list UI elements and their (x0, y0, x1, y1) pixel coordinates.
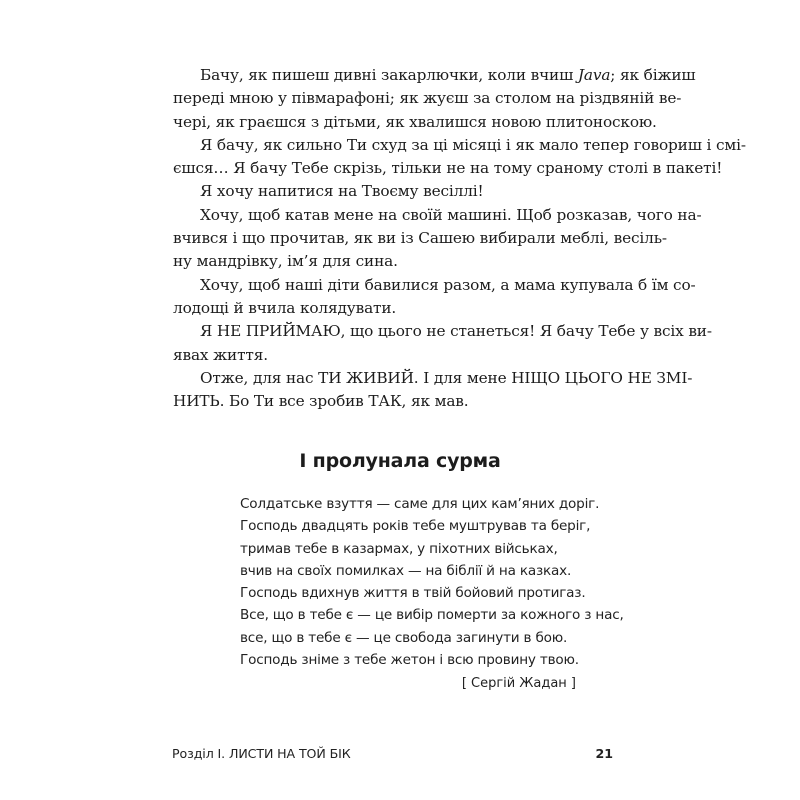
poem-line: тримав тебе в казармах, у піхотних військах, (240, 540, 558, 557)
text-line: Я НЕ ПРИЙМАЮ, що цього не станеться! Я бачу Тебе у всіх ви- (200, 322, 712, 341)
poem-line: Господь зніме з тебе жетон і всю провину твою. (240, 652, 579, 669)
page-number: 21 (595, 746, 613, 761)
text-line: вчився і що прочитав, як ви із Сашею вибирали меблі, весіль- (173, 229, 667, 248)
text-line: Хочу, щоб наші діти бавилися разом, а мама купувала б їм со- (200, 275, 696, 294)
text-line: єшся… Я бачу Тебе скрізь, тільки не на тому сраному столі в пакеті! (173, 159, 723, 178)
poem-line: Господь вдихнув життя в твій бойовий протигаз. (240, 585, 586, 602)
paragraph (173, 320, 712, 367)
poem-line: вчив на своїх помилках — на біблії й на казках. (240, 562, 572, 579)
poem-line: Все, що в тебе є — це вибір померти за кожного з нас, (240, 607, 624, 624)
text-line: ну мандрівку, ім’я для сина. (173, 252, 398, 271)
text-line: явах життя. (173, 345, 268, 364)
text-line: переді мною у півмарафоні; як жуєш за столом на різдвяній ве- (173, 89, 682, 108)
letter-text (173, 64, 746, 413)
text-line: Отже, для нас ТИ ЖИВИЙ. І для мене НІЩО ЦЬОГО НЕ ЗМІ- (200, 368, 693, 387)
poem-attribution: [ Сергій Жадан ] (461, 676, 576, 691)
text-line: лодощі й вчила колядувати. (173, 298, 397, 317)
italic-word: Java (577, 66, 611, 84)
paragraph (173, 204, 702, 274)
text-line: Я хочу напитися на Твоєму весіллі! (200, 182, 484, 201)
paragraph (173, 274, 696, 321)
paragraph (173, 64, 696, 134)
poem-line: все, що в тебе є — це свобода загинути в бою. (240, 629, 568, 646)
poem-line: Господь двадцять років тебе муштрував та беріг, (240, 518, 591, 535)
text-line: Я бачу, як сильно Ти схуд за ці місяці і як мало тепер говориш і смі- (200, 135, 746, 154)
poem-line: Солдатське взуття — саме для цих кам’яних доріг. (240, 496, 600, 512)
poem-title: І пролунала сурма (299, 450, 501, 472)
text-line: НИТЬ. Бо Ти все зробив ТАК, як мав. (173, 392, 469, 411)
poem-body (240, 493, 624, 671)
text-line: чері, як граєшся з дітьми, як хвалишся новою плитоноскою. (173, 112, 657, 131)
paragraph (173, 180, 618, 203)
paragraph (173, 367, 693, 414)
paragraph (173, 134, 746, 181)
text-line: Хочу, щоб катав мене на своїй машині. Щоб розказав, чого на- (200, 205, 702, 224)
chapter-running-footer: Розділ І. ЛИСТИ НА ТОЙ БІК (172, 746, 351, 761)
text-line: Бачу, як пишеш дивні закарлючки, коли вчиш Java; як біжиш (200, 66, 696, 84)
